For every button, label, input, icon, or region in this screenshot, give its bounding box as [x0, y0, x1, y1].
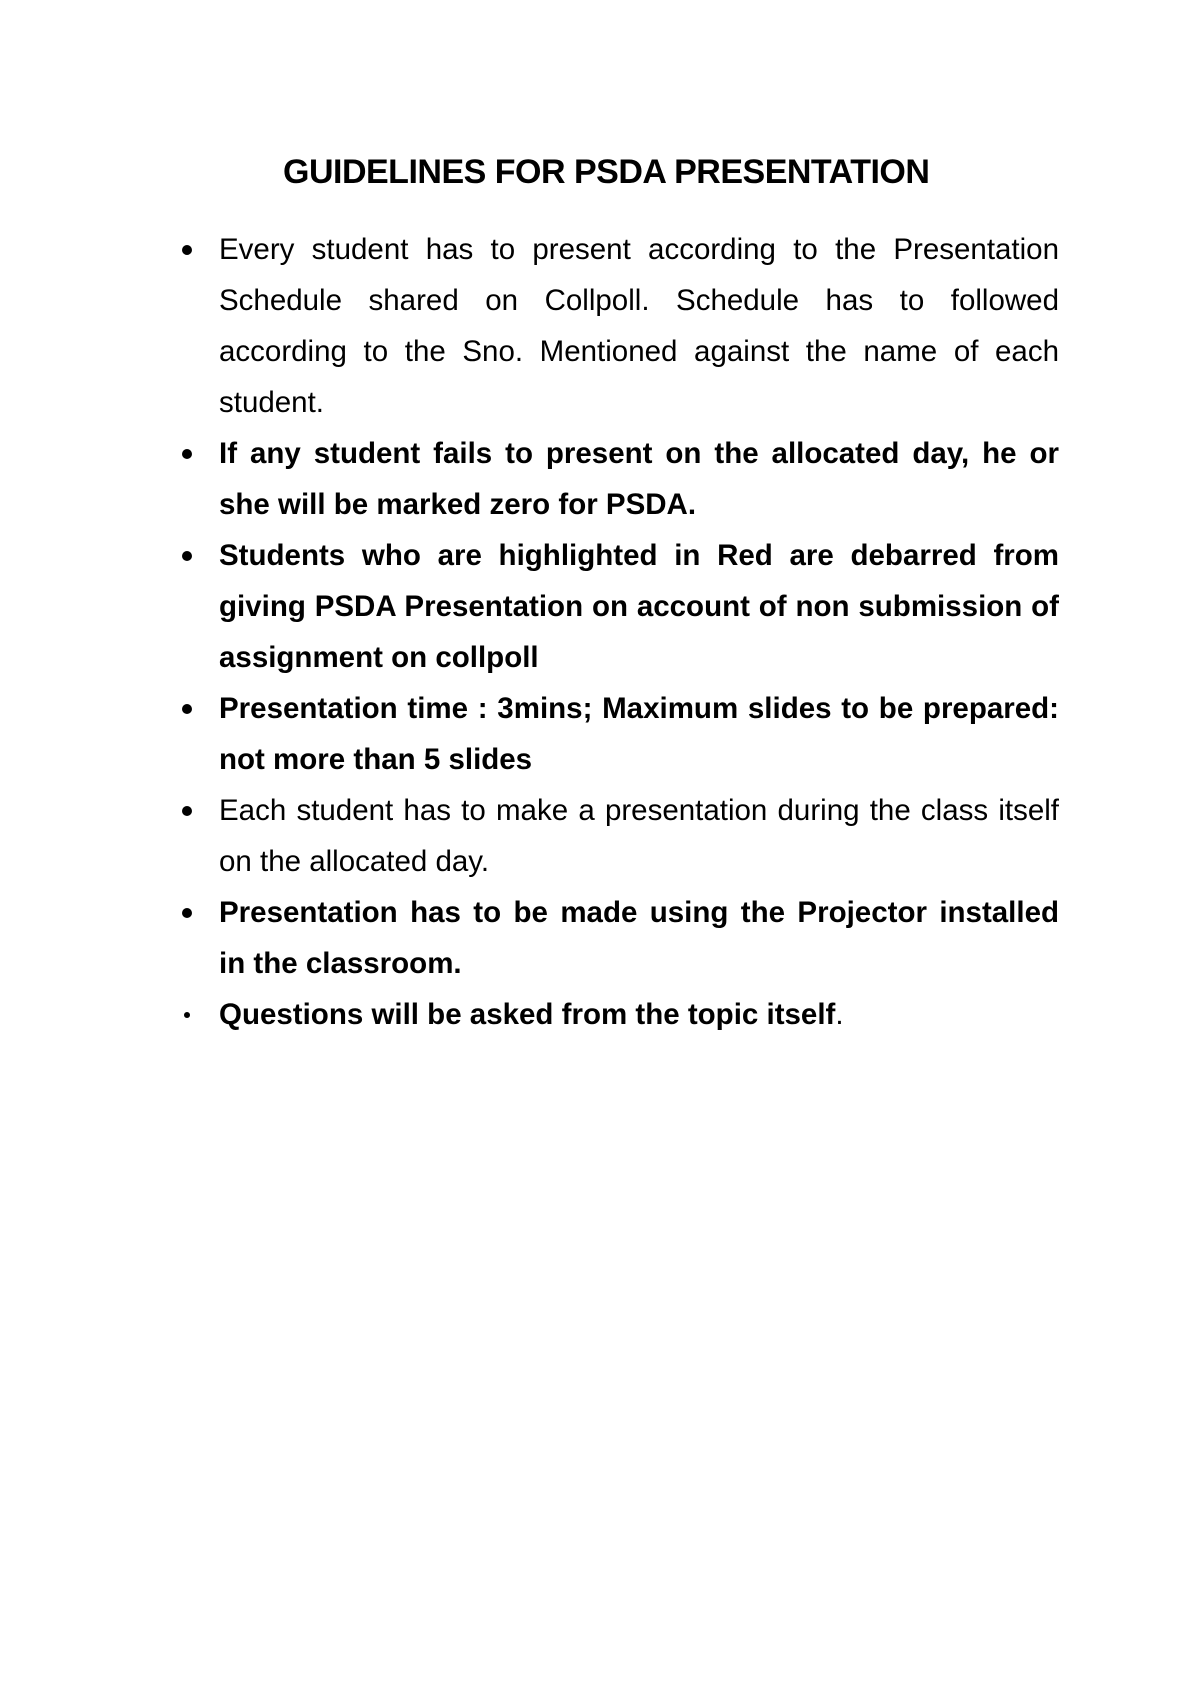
- list-item-text: Presentation time : 3mins; Maximum slides to be prepared: not more than 5 slides: [219, 692, 1059, 776]
- bullet-icon: [182, 551, 192, 561]
- list-item-text: Students who are highlighted in Red are debarred from giving PSDA Presentation on account of non submission of assignment on collpoll: [219, 539, 1059, 674]
- list-item: [219, 683, 1059, 785]
- list-item-text: Every student has to present according to the Presentation Schedule shared on Collpoll. Schedule has to followed according to the Sno. Mentioned against the name of each student.: [219, 233, 1059, 419]
- list-item: [219, 530, 1059, 683]
- list-item-text: Presentation has to be made using the Projector installed in the classroom.: [219, 896, 1059, 980]
- list-item-text: Each student has to make a presentation during the class itself on the allocated day.: [219, 794, 1059, 878]
- list-item-trailing-period: .: [835, 998, 844, 1031]
- list-item-text: If any student fails to present on the allocated day, he or she will be marked zero for PSDA.: [219, 437, 1059, 521]
- bullet-icon: [182, 449, 192, 459]
- list-item-text: Questions will be asked from the topic itself: [219, 998, 836, 1031]
- bullet-icon: [182, 908, 192, 918]
- list-item: [219, 887, 1059, 989]
- list-item: [219, 428, 1059, 530]
- bullet-icon: [182, 704, 192, 714]
- list-item: [219, 785, 1059, 887]
- page-title: GUIDELINES FOR PSDA PRESENTATION: [283, 153, 930, 191]
- list-item: [219, 224, 1059, 428]
- guidelines-list: [219, 224, 1059, 1040]
- bullet-icon: [182, 806, 192, 816]
- bullet-icon: [184, 1012, 190, 1018]
- list-item: [219, 989, 1059, 1040]
- bullet-icon: [182, 245, 192, 255]
